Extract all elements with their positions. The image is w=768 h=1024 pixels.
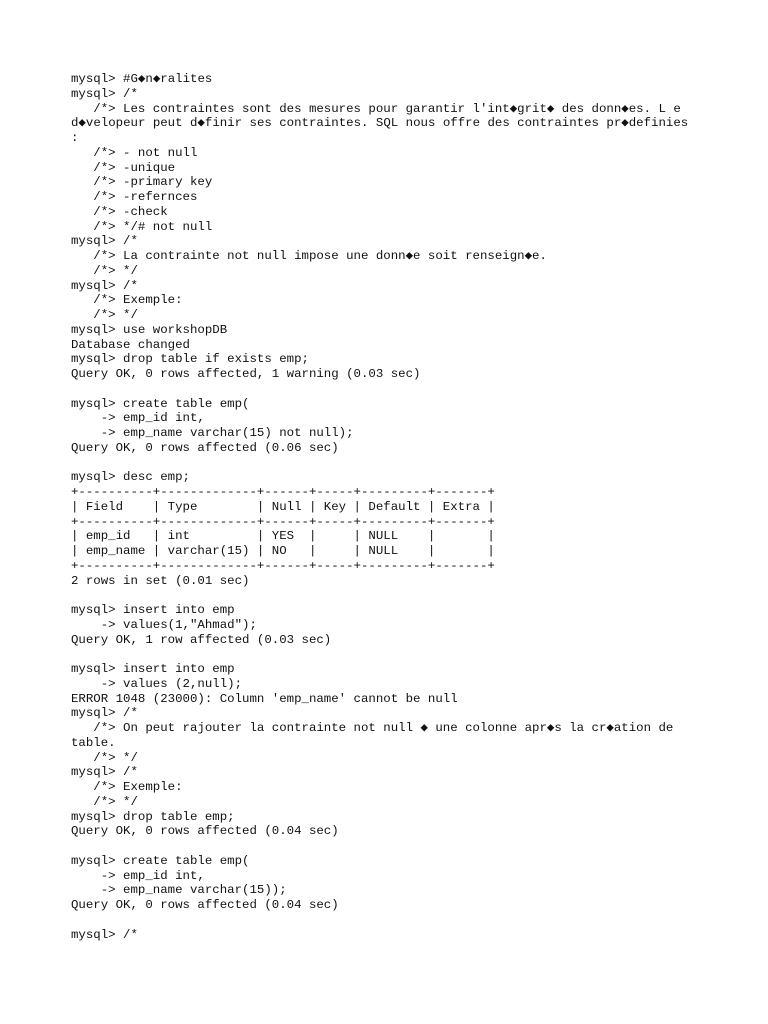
table-row: | emp_id | int | YES | | NULL | | — [71, 529, 495, 544]
text-line: table. — [71, 735, 116, 750]
text-line: Database changed — [71, 337, 190, 352]
text-line: mysql> /* — [71, 706, 138, 721]
text-line: mysql> desc emp; — [71, 470, 190, 485]
table-border-line: +----------+-------------+------+-----+---------+-------+ — [71, 485, 495, 499]
text-line: d◆velopeur peut d◆finir ses contraintes. SQL nous offre des contraintes pr◆definies — [71, 116, 689, 131]
text-line: mysql> create table emp( — [71, 396, 250, 411]
error-line: ERROR 1048 (23000): Column 'emp_name' cannot be null — [71, 691, 458, 706]
text-line: /*> -primary key — [71, 175, 213, 190]
text-line: mysql> use workshopDB — [71, 322, 228, 337]
text-line: -> emp_id int, — [71, 411, 205, 426]
text-line: -> emp_name varchar(15)); — [71, 883, 287, 898]
text-line: /*> -check — [71, 204, 168, 219]
blank-line — [71, 382, 701, 397]
document-page — [71, 72, 701, 942]
text-line: /*> */ — [71, 794, 138, 809]
text-line: mysql> create table emp( — [71, 853, 250, 868]
text-line: -> emp_name varchar(15) not null); — [71, 426, 354, 440]
text-line: /*> */ — [71, 263, 138, 278]
blank-line — [71, 913, 701, 928]
text-line: -> values(1,"Ahmad"); — [71, 617, 257, 632]
blank-line — [71, 647, 701, 662]
text-line: /*> - not null — [71, 145, 198, 160]
text-line: /*> */ — [71, 308, 138, 322]
text-line: mysql> /* — [71, 86, 138, 101]
table-row: | emp_name | varchar(15) | NO | | NULL | | — [71, 544, 495, 558]
text-line: mysql> /* — [71, 927, 138, 942]
text-line: Query OK, 0 rows affected (0.04 sec) — [71, 824, 339, 839]
text-line: Query OK, 0 rows affected (0.06 sec) — [71, 440, 339, 455]
table-border-line: +----------+-------------+------+-----+---------+-------+ — [71, 514, 495, 529]
text-line: /*> -refernces — [71, 190, 198, 204]
text-line: /*> -unique — [71, 160, 176, 175]
text-line: /*> On peut rajouter la contrainte not null ◆ une colonne apr◆s la cr◆ation de — [71, 721, 674, 735]
table-header-row: | Field | Type | Null | Key | Default | Extra | — [71, 499, 495, 514]
text-line: 2 rows in set (0.01 sec) — [71, 573, 250, 588]
blank-line — [71, 839, 701, 854]
text-line: Query OK, 0 rows affected, 1 warning (0.03 sec) — [71, 367, 421, 381]
text-line: mysql> insert into emp — [71, 603, 235, 617]
text-line: mysql> insert into emp — [71, 662, 235, 676]
text-line: /*> */# not null — [71, 219, 213, 234]
text-line: : — [71, 131, 79, 145]
text-line: -> values (2,null); — [71, 676, 243, 691]
text-line: mysql> /* — [71, 278, 138, 293]
text-line: /*> Les contraintes sont des mesures pour garantir l'int◆grit◆ des donn◆es. L e — [71, 101, 681, 116]
blank-line — [71, 456, 701, 471]
text-line: mysql> drop table if exists emp; — [71, 352, 309, 367]
text-line: mysql> drop table emp; — [71, 809, 235, 824]
text-line: mysql> #G◆n◆ralites — [71, 72, 213, 86]
text-line: /*> */ — [71, 750, 138, 765]
text-line: mysql> /* — [71, 765, 138, 780]
text-line: /*> Exemple: — [71, 293, 183, 308]
blank-line — [71, 588, 701, 603]
text-line: mysql> /* — [71, 234, 138, 249]
text-line: -> emp_id int, — [71, 868, 205, 883]
table-border-line: +----------+-------------+------+-----+---------+-------+ — [71, 558, 495, 573]
text-line: /*> Exemple: — [71, 780, 183, 794]
text-line: Query OK, 1 row affected (0.03 sec) — [71, 632, 332, 647]
text-line: Query OK, 0 rows affected (0.04 sec) — [71, 898, 339, 912]
text-line: /*> La contrainte not null impose une donn◆e soit renseign◆e. — [71, 249, 547, 263]
